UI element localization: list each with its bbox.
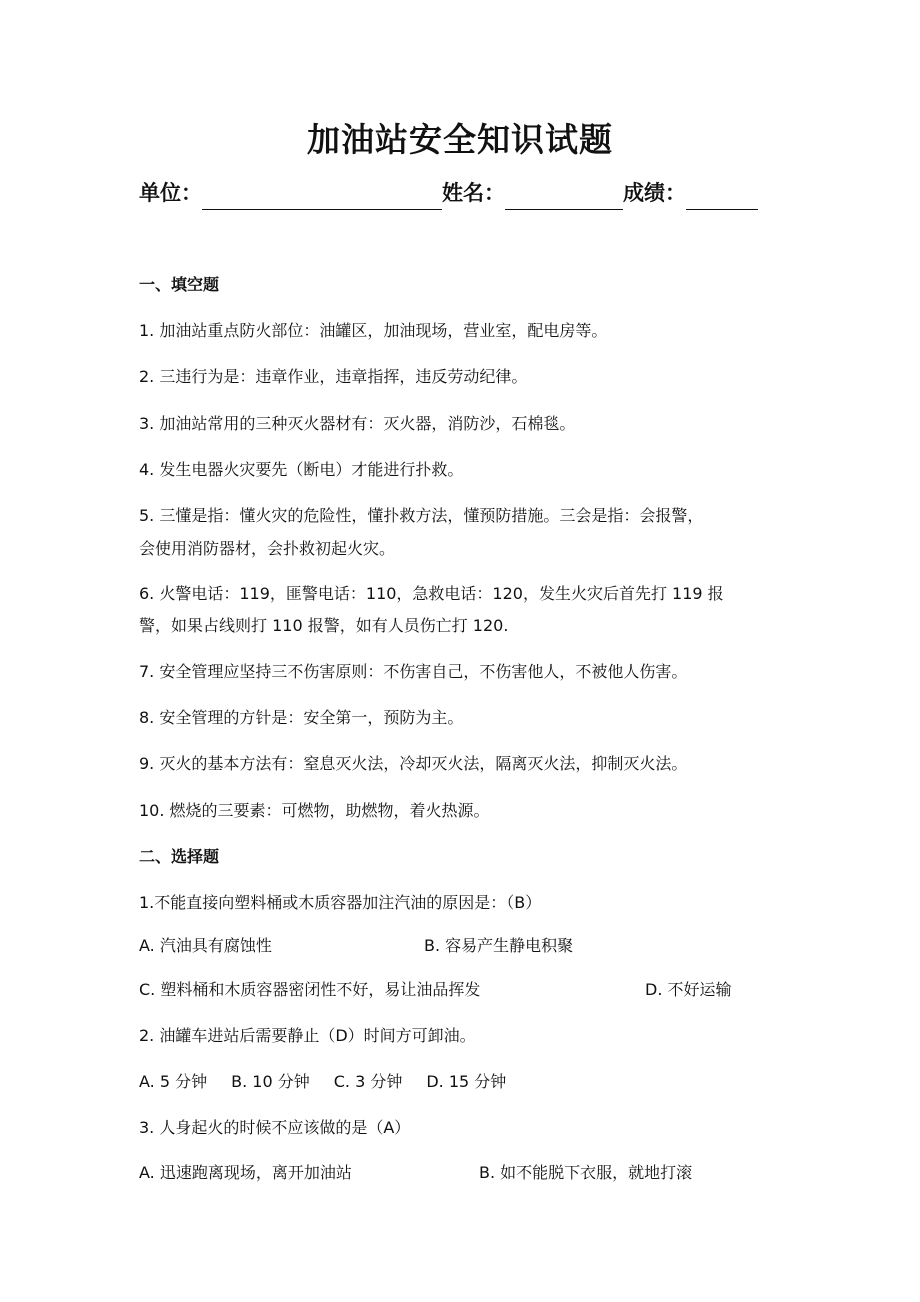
choice-question-2: 2. 油罐车进站后需要静止（D）时间方可卸油。 xyxy=(139,1026,476,1045)
name-label: 姓名： xyxy=(442,181,505,205)
choice-1-option-d[interactable]: D. 不好运输 xyxy=(645,980,732,999)
choice-1-option-a[interactable]: A. 汽油具有腐蚀性 xyxy=(139,936,272,955)
unit-blank[interactable] xyxy=(202,181,442,210)
choice-3-option-a[interactable]: A. 迅速跑离现场，离开加油站 xyxy=(139,1163,352,1182)
page-title: 加油站安全知识试题 xyxy=(307,120,613,159)
fill-item-3: 3. 加油站常用的三种灭火器材有：灭火器，消防沙，石棉毯。 xyxy=(139,414,576,433)
choice-2-option-c[interactable]: C. 3 分钟 xyxy=(333,1072,403,1091)
fill-item-9: 9. 灭火的基本方法有：窒息灭火法，冷却灭火法，隔离灭火法，抑制灭火法。 xyxy=(139,754,688,773)
fill-item-10: 10. 燃烧的三要素：可燃物，助燃物，着火热源。 xyxy=(139,801,490,820)
section-heading-fill-blank: 一、填空题 xyxy=(139,275,220,294)
fill-item-4: 4. 发生电器火灾要先（断电）才能进行扑救。 xyxy=(139,460,464,479)
name-blank[interactable] xyxy=(505,181,623,210)
fill-item-6-line-1: 6. 火警电话：119，匪警电话：110，急救电话：120，发生火灾后首先打 119 报 xyxy=(139,584,724,603)
fill-item-1: 1. 加油站重点防火部位：油罐区，加油现场，营业室，配电房等。 xyxy=(139,321,608,340)
choice-2-option-d[interactable]: D. 15 分钟 xyxy=(426,1072,507,1091)
score-blank[interactable] xyxy=(686,181,758,210)
fill-item-5-line-2: 会使用消防器材，会扑救初起火灾。 xyxy=(139,539,396,558)
fill-item-2: 2. 三违行为是：违章作业，违章指挥，违反劳动纪律。 xyxy=(139,367,528,386)
choice-question-3: 3. 人身起火的时候不应该做的是（A） xyxy=(139,1118,411,1137)
choice-1-option-c[interactable]: C. 塑料桶和木质容器密闭性不好，易让油品挥发 xyxy=(139,980,481,999)
choice-question-1: 1.不能直接向塑料桶或木质容器加注汽油的原因是：（B） xyxy=(139,893,542,912)
choice-2-option-a[interactable]: A. 5 分钟 xyxy=(139,1072,208,1091)
score-label: 成绩： xyxy=(623,181,686,205)
fill-item-6-line-2: 警，如果占线则打 110 报警，如有人员伤亡打 120. xyxy=(139,616,509,635)
choice-3-option-b[interactable]: B. 如不能脱下衣服，就地打滚 xyxy=(479,1163,693,1182)
fill-item-7: 7. 安全管理应坚持三不伤害原则：不伤害自己，不伤害他人，不被他人伤害。 xyxy=(139,662,688,681)
unit-label: 单位： xyxy=(139,181,202,205)
choice-1-option-b[interactable]: B. 容易产生静电积聚 xyxy=(424,936,574,955)
choice-2-options xyxy=(139,1065,530,1098)
section-heading-choice: 二、选择题 xyxy=(139,847,220,866)
info-row xyxy=(139,176,758,210)
choice-2-option-b[interactable]: B. 10 分钟 xyxy=(231,1072,310,1091)
fill-item-5-line-1: 5. 三懂是指：懂火灾的危险性，懂扑救方法，懂预防措施。三会是指：会报警， xyxy=(139,506,704,525)
fill-item-8: 8. 安全管理的方针是：安全第一，预防为主。 xyxy=(139,708,464,727)
